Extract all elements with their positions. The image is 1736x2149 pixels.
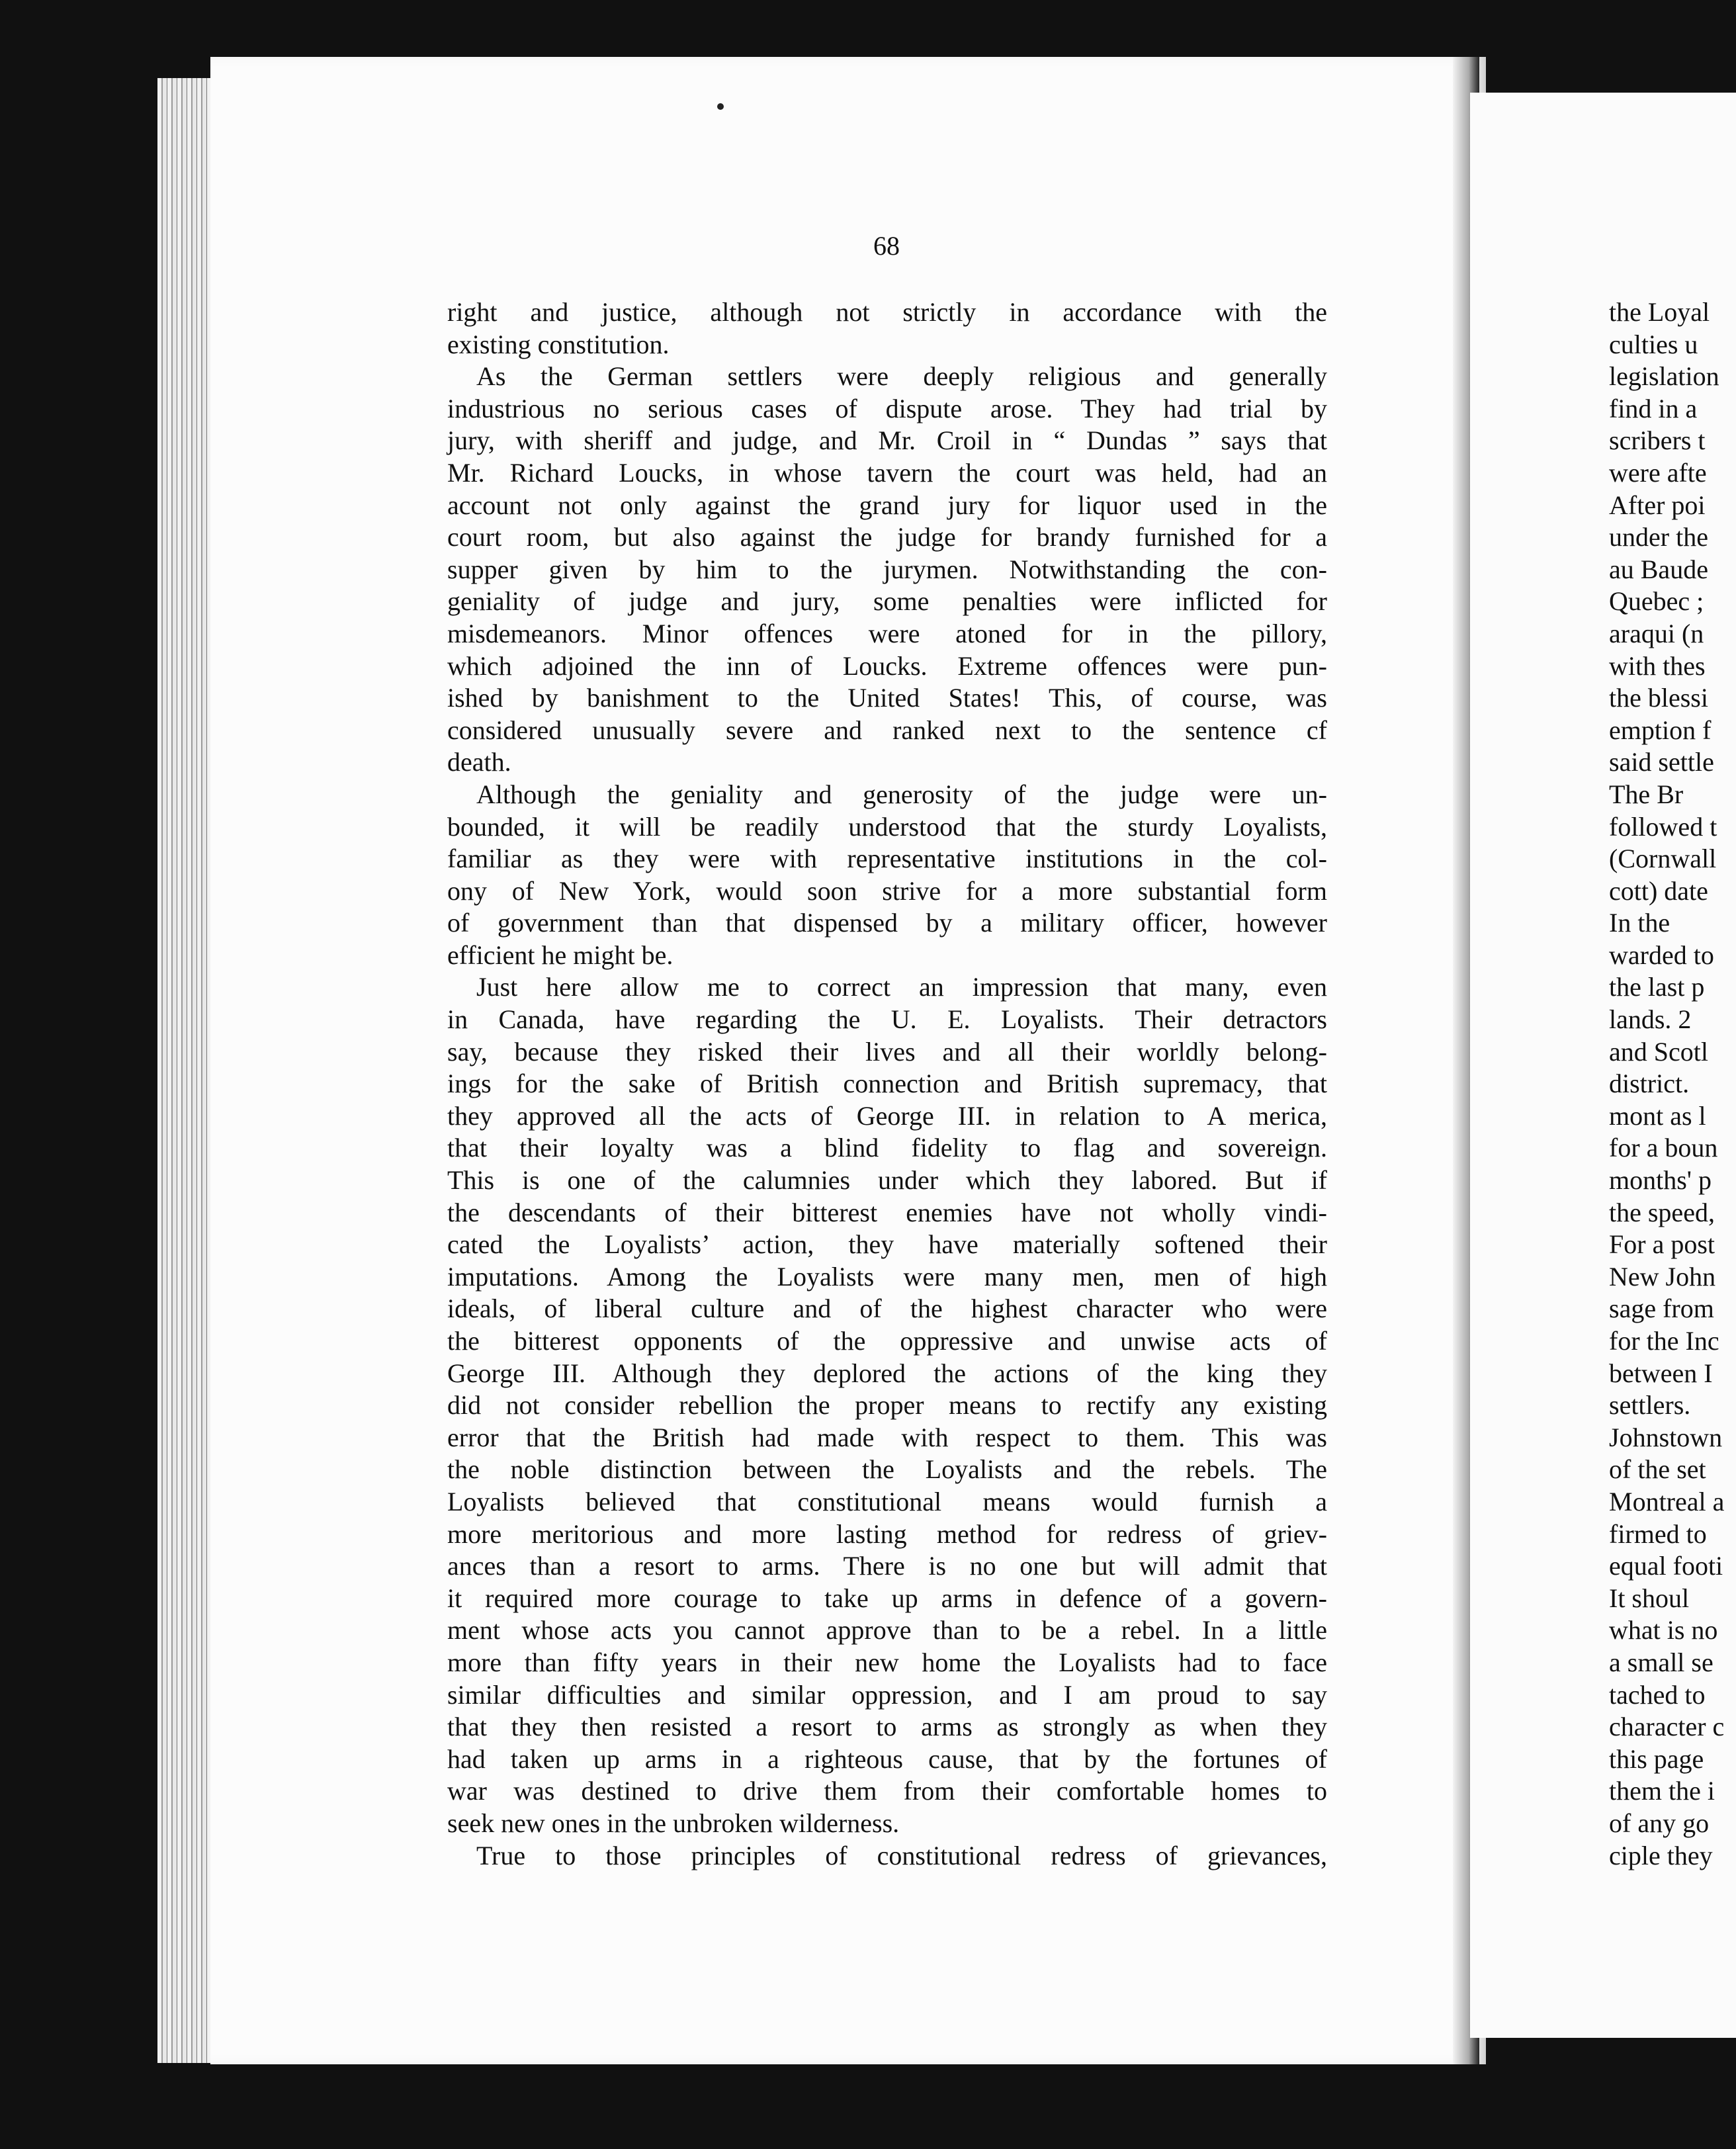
text-line: As the German settlers were deeply religious and generally (476, 361, 1327, 392)
text-line: ideals, of liberal culture and of the highest character who were (447, 1294, 1327, 1324)
text-line: equal footi (1609, 1551, 1723, 1581)
text-line: account not only against the grand jury for liquor used in the (447, 490, 1327, 520)
text-line: ment whose acts you cannot approve than to be a rebel. In a little (447, 1615, 1327, 1645)
text-line: of the set (1609, 1454, 1706, 1485)
text-line: This is one of the calumnies under which they labored. But if (447, 1165, 1327, 1196)
text-line: supper given by him to the jurymen. Notwithstanding the con- (447, 554, 1327, 584)
text-line: with thes (1609, 650, 1706, 681)
text-line: followed t (1609, 811, 1717, 842)
text-line: au Baude (1609, 554, 1708, 584)
text-line: Although the geniality and generosity of the judge were un- (476, 779, 1327, 809)
text-line: Mr. Richard Loucks, in whose tavern the court was held, had an (447, 457, 1327, 488)
text-line: court room, but also against the judge for brandy furnished for a (447, 522, 1327, 552)
text-line: firmed to (1609, 1518, 1707, 1549)
text-line: in Canada, have regarding the U. E. Loyalists. Their detractors (447, 1004, 1327, 1035)
right-page-text (1609, 296, 1736, 1872)
text-line: ances than a resort to arms. There is no one but will admit that (447, 1551, 1327, 1581)
text-line: (Cornwall (1609, 844, 1717, 874)
text-line: ings for the sake of British connection and British supremacy, that (447, 1069, 1327, 1099)
text-line: Johnstown (1609, 1422, 1723, 1452)
text-line: character c (1609, 1712, 1725, 1742)
text-line: seek new ones in the unbroken wilderness. (447, 1808, 900, 1838)
text-line: scribers t (1609, 425, 1706, 456)
text-line: the Loyal (1609, 297, 1710, 327)
text-line: araqui (n (1609, 618, 1704, 648)
text-line: say, because they risked their lives and all their worldly belong- (447, 1036, 1327, 1067)
text-line: True to those principles of constitutional redress of grievances, (476, 1840, 1327, 1870)
text-line: of any go (1609, 1808, 1710, 1838)
dust-speck (717, 103, 724, 110)
text-line: bounded, it will be readily understood that the sturdy Loyalists, (447, 811, 1327, 842)
text-line: more than fifty years in their new home the Loyalists had to face (447, 1647, 1327, 1677)
text-line: legislation (1609, 361, 1719, 392)
text-line: similar difficulties and similar oppression, and I am proud to say (447, 1679, 1327, 1710)
text-line: that their loyalty was a blind fidelity to flag and sovereign. (447, 1133, 1327, 1163)
text-line: what is no (1609, 1615, 1718, 1645)
page-edge-strip (157, 78, 210, 2063)
text-line: right and justice, although not strictly in accordance with the (447, 297, 1327, 327)
text-line: Loyalists believed that constitutional means would furnish a (447, 1486, 1327, 1516)
text-line: jury, with sheriff and judge, and Mr. Croil in “ Dundas ” says that (447, 425, 1327, 456)
text-line: for the Inc (1609, 1326, 1719, 1356)
text-line: New John (1609, 1261, 1716, 1292)
text-line: said settle (1609, 747, 1714, 777)
text-line: Just here allow me to correct an impression that many, even (476, 972, 1327, 1002)
text-line: the speed, (1609, 1197, 1715, 1227)
text-line: ciple they (1609, 1840, 1713, 1870)
text-line: familiar as they were with representative institutions in the col- (447, 844, 1327, 874)
text-line: district. (1609, 1069, 1690, 1099)
text-line: cott) date (1609, 875, 1708, 906)
text-line: misdemeanors. Minor offences were atoned for in the pillory, (447, 618, 1327, 648)
text-line: which adjoined the inn of Loucks. Extreme offences were pun- (447, 650, 1327, 681)
text-line: for a boun (1609, 1133, 1718, 1163)
text-line: lands. 2 (1609, 1004, 1692, 1035)
text-line: existing constitution. (447, 329, 670, 359)
left-page-text (447, 296, 1327, 1872)
text-line: the blessi (1609, 683, 1708, 713)
text-line: For a post (1609, 1229, 1715, 1260)
text-line: In the (1609, 908, 1671, 938)
text-line: ony of New York, would soon strive for a more substantial form (447, 875, 1327, 906)
text-line: geniality of judge and jury, some penalties were inflicted for (447, 586, 1327, 617)
text-line: of government than that dispensed by a military officer, however (447, 908, 1327, 938)
text-line: culties u (1609, 329, 1698, 359)
text-line: imputations. Among the Loyalists were many men, men of high (447, 1261, 1327, 1292)
text-line: efficient he might be. (447, 940, 673, 970)
text-line: death. (447, 747, 511, 777)
text-line: sage from (1609, 1294, 1714, 1324)
text-line: more meritorious and more lasting method for redress of griev- (447, 1518, 1327, 1549)
text-line: a small se (1609, 1647, 1714, 1677)
text-line: months' p (1609, 1165, 1712, 1196)
text-line: this page (1609, 1743, 1704, 1774)
text-line: Quebec ; (1609, 586, 1704, 617)
text-line: After poi (1609, 490, 1706, 520)
text-line: The Br (1609, 779, 1684, 809)
text-line: ished by banishment to the United States! This, of course, was (447, 683, 1327, 713)
text-line: they approved all the acts of George III. in relation to A merica, (447, 1100, 1327, 1131)
text-line: industrious no serious cases of dispute arose. They had trial by (447, 393, 1327, 423)
page-number: 68 (873, 231, 900, 261)
text-line: the noble distinction between the Loyalists and the rebels. The (447, 1454, 1327, 1485)
text-line: mont as l (1609, 1100, 1706, 1131)
text-line: Montreal a (1609, 1486, 1725, 1516)
text-line: between I (1609, 1358, 1713, 1388)
text-line: them the i (1609, 1776, 1715, 1806)
text-line: that they then resisted a resort to arms as strongly as when they (447, 1712, 1327, 1742)
text-line: considered unusually severe and ranked next to the sentence cf (447, 715, 1327, 745)
text-line: the last p (1609, 972, 1705, 1002)
text-line: cated the Loyalists’ action, they have materially softened their (447, 1229, 1327, 1260)
text-line: George III. Although they deplored the actions of the king they (447, 1358, 1327, 1388)
text-line: and Scotl (1609, 1036, 1708, 1067)
text-line: it required more courage to take up arms in defence of a govern- (447, 1583, 1327, 1613)
text-line: were afte (1609, 457, 1707, 488)
text-line: settlers. (1609, 1390, 1691, 1421)
text-line: It shoul (1609, 1583, 1690, 1613)
text-line: find in a (1609, 393, 1698, 423)
text-line: tached to (1609, 1679, 1706, 1710)
text-line: the descendants of their bitterest enemies have not wholly vindi- (447, 1197, 1327, 1227)
text-line: had taken up arms in a righteous cause, that by the fortunes of (447, 1743, 1327, 1774)
text-line: war was destined to drive them from their comfortable homes to (447, 1776, 1327, 1806)
text-line: warded to (1609, 940, 1714, 970)
text-line: emption f (1609, 715, 1712, 745)
text-line: the bitterest opponents of the oppressive and unwise acts of (447, 1326, 1327, 1356)
text-line: error that the British had made with respect to them. This was (447, 1422, 1327, 1452)
text-line: did not consider rebellion the proper means to rectify any existing (447, 1390, 1327, 1421)
text-line: under the (1609, 522, 1708, 552)
